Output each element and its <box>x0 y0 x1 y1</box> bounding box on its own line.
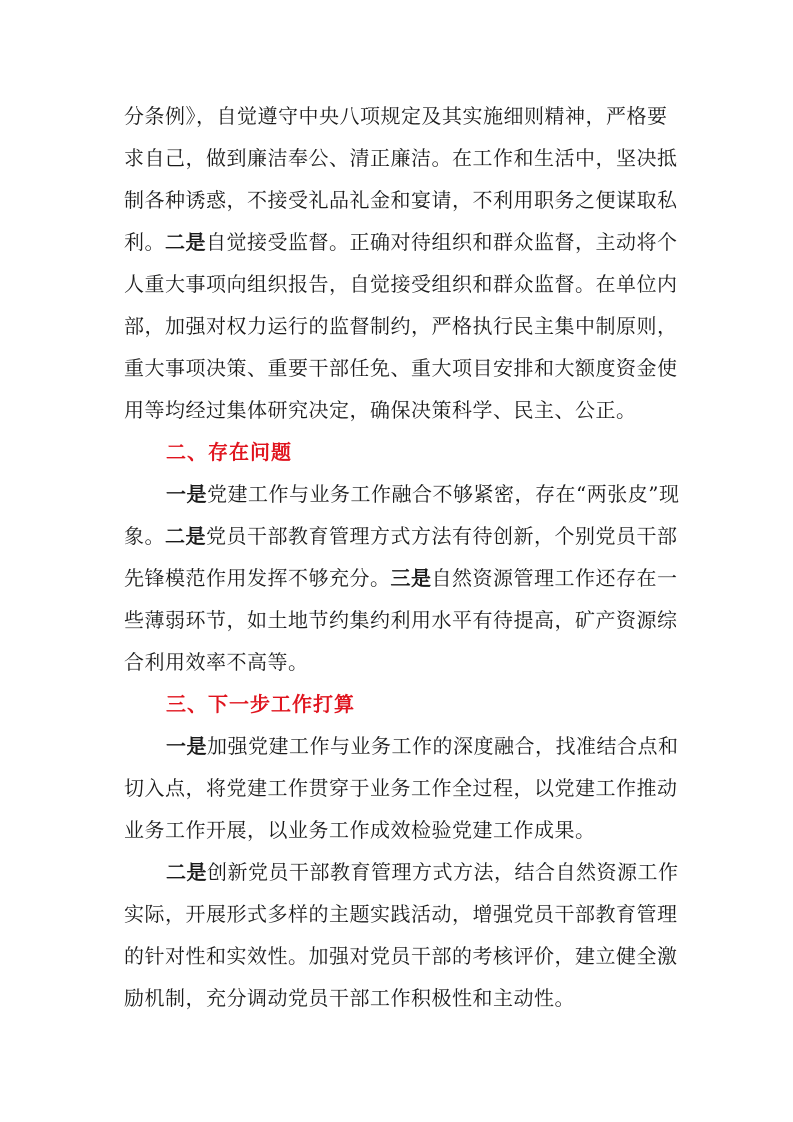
text-run: 象。 <box>124 524 165 548</box>
text-run: 利。 <box>124 230 165 254</box>
paragraph-line <box>166 860 679 884</box>
paragraph-line <box>124 230 678 254</box>
lead-phrase: 二是 <box>165 524 206 548</box>
text-run: 自然资源管理工作还存在一 <box>431 566 678 590</box>
paragraph-line: 合利用效率不高等。 <box>124 650 309 674</box>
text-run: 创新党员干部教育管理方式方法，结合自然资源工作 <box>207 860 679 884</box>
paragraph-line <box>166 734 679 758</box>
text-run: 党员干部教育管理方式方法有待创新，个别党员干部 <box>206 524 678 548</box>
paragraph-line: 业务工作开展，以业务工作成效检验党建工作成果。 <box>124 818 596 842</box>
paragraph-line: 人重大事项向组织报告，自觉接受组织和群众监督。在单位内 <box>124 272 678 296</box>
paragraph-line: 制各种诱惑，不接受礼品礼金和宴请，不利用职务之便谋取私 <box>124 188 678 212</box>
paragraph-line <box>166 482 679 506</box>
paragraph-line: 的针对性和实效性。加强对党员干部的考核评价，建立健全激 <box>124 944 678 968</box>
paragraph-line: 分条例》，自觉遵守中央八项规定及其实施细则精神，严格要 <box>124 104 668 128</box>
paragraph-line: 部，加强对权力运行的监督制约，严格执行民主集中制原则， <box>124 314 678 338</box>
paragraph-line <box>124 524 678 548</box>
paragraph-line: 切入点，将党建工作贯穿于业务工作全过程，以党建工作推动 <box>124 776 678 800</box>
paragraph-line: 励机制，充分调动党员干部工作积极性和主动性。 <box>124 986 575 1010</box>
lead-phrase: 二是 <box>166 860 207 884</box>
paragraph-line: 实际，开展形式多样的主题实践活动，增强党员干部教育管理 <box>124 902 678 926</box>
text-run: 加强党建工作与业务工作的深度融合，找准结合点和 <box>207 734 679 758</box>
paragraph-line: 重大事项决策、重要干部任免、重大项目安排和大额度资金使 <box>124 356 678 380</box>
section-heading: 三、下一步工作打算 <box>166 692 355 716</box>
lead-phrase: 三是 <box>390 566 432 590</box>
text-run: 自觉接受监督。正确对待组织和群众监督，主动将个 <box>206 230 678 254</box>
paragraph-line: 些薄弱环节，如土地节约集约利用水平有待提高，矿产资源综 <box>124 608 678 632</box>
text-run: 先锋模范作用发挥不够充分。 <box>124 566 391 590</box>
paragraph-line <box>124 566 678 590</box>
paragraph-line: 用等均经过集体研究决定，确保决策科学、民主、公正。 <box>124 398 637 422</box>
lead-phrase: 一是 <box>166 734 207 758</box>
lead-phrase: 二是 <box>165 230 206 254</box>
section-heading: 二、存在问题 <box>166 440 292 464</box>
text-run: 党建工作与业务工作融合不够紧密，存在“两张皮”现 <box>207 482 680 506</box>
paragraph-line: 求自己，做到廉洁奉公、清正廉洁。在工作和生活中，坚决抵 <box>124 146 678 170</box>
lead-phrase: 一是 <box>166 482 207 506</box>
